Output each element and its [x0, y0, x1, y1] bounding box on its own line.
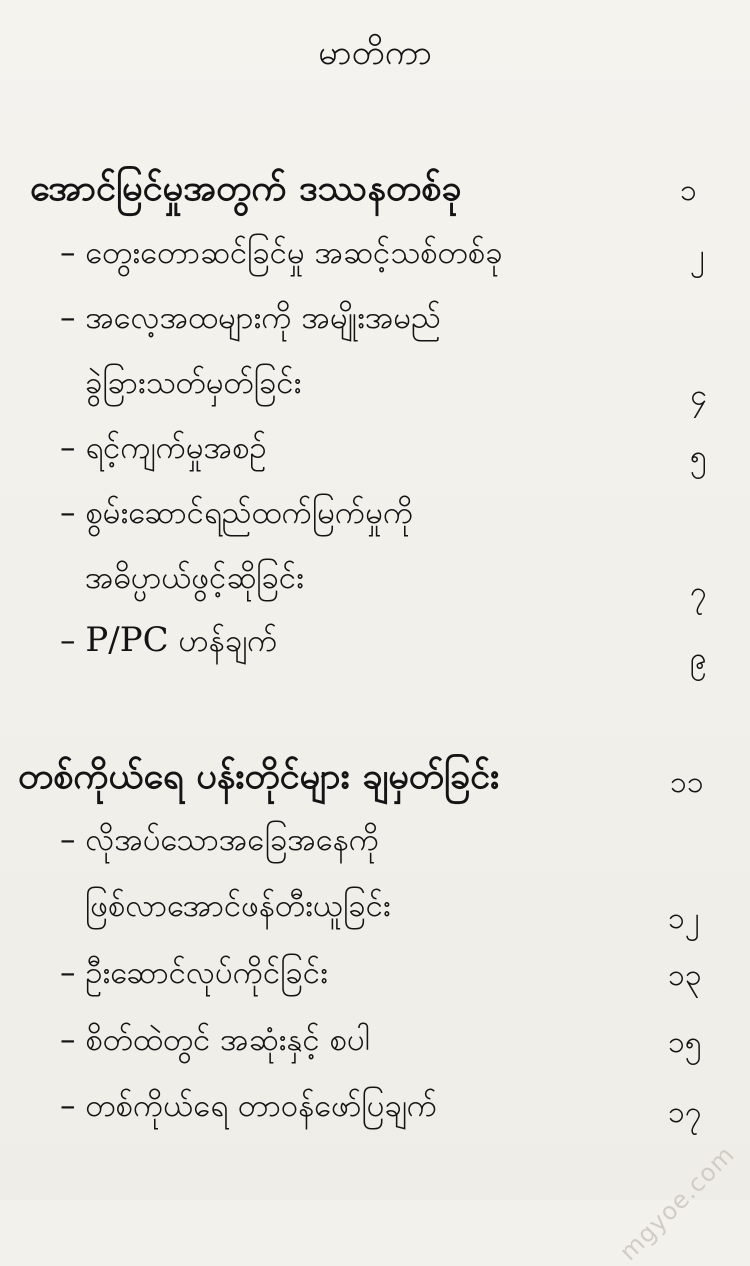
toc-entry: [0, 812, 750, 872]
toc-entry: [0, 612, 750, 676]
toc-page-number: ၁၁: [670, 765, 704, 800]
toc-page-number: ၁၅: [668, 1025, 702, 1060]
toc-entry-continuation: [0, 550, 750, 610]
page-title: မာတိကာ: [318, 33, 432, 73]
toc-page-number: ၉: [690, 641, 707, 676]
toc-entry-prefix: –: [60, 623, 86, 659]
toc-heading: [0, 748, 750, 808]
toc-page-number: ၁: [680, 173, 697, 208]
toc-entry-text: – ဦးဆောင်လုပ်ကိုင်ခြင်း: [60, 955, 328, 991]
toc-heading-text: တစ်ကိုယ်ရေ ပန်းတိုင်များ ချမှတ်ခြင်း: [18, 756, 500, 797]
watermark: mgyoe.com: [614, 1140, 740, 1266]
toc-entry-text: – တွေးတောဆင်ခြင်မှု အဆင့်သစ်တစ်ခု: [60, 235, 503, 271]
toc-page-number: ၅: [690, 439, 707, 474]
toc-entry: [0, 225, 750, 285]
toc-entry-text: – ရင့်ကျက်မှုအစဉ်: [60, 430, 267, 466]
toc-page-number: ၁၇: [668, 1095, 702, 1130]
toc-entry-continuation: [0, 355, 750, 415]
toc-entry-text: – လိုအပ်သောအခြေအနေကို: [60, 822, 380, 858]
toc-page-number: ၂: [690, 238, 705, 273]
toc-entry-text: – စွမ်းဆောင်ရည်ထက်မြက်မှုကို: [60, 495, 414, 531]
toc-entry-text: – တစ်ကိုယ်ရေ တာဝန်ဖော်ပြချက်: [60, 1088, 438, 1124]
toc-page-number: ၁၃: [668, 958, 702, 993]
toc-entry: [0, 485, 750, 545]
toc-entry-text: ခွဲခြားသတ်မှတ်ခြင်း: [85, 365, 302, 401]
toc-page-number: ၇: [690, 575, 707, 610]
toc-entry-text: – စိတ်ထဲတွင် အဆုံးနှင့် စပါ: [60, 1022, 371, 1058]
toc-entry-latin: P/PC: [85, 620, 169, 660]
toc-entry-continuation: [0, 878, 750, 938]
toc-page-number: ၁၂: [668, 901, 700, 936]
toc-entry: [0, 290, 750, 350]
toc-heading-text: အောင်မြင်မှုအတွက် ဒဿနတစ်ခု: [30, 168, 462, 209]
toc-entry-suffix: ဟန်ချက်: [178, 623, 278, 659]
toc-entry-text: – အလေ့အထများကို အမျိုးအမည်: [60, 300, 442, 336]
toc-entry: [0, 420, 750, 480]
toc-entry: [0, 1078, 750, 1138]
toc-page-number: ၄: [690, 378, 707, 413]
toc-entry: [0, 1012, 750, 1072]
toc-entry-text: [60, 620, 278, 667]
toc-entry-text: အဓိပ္ပာယ်ဖွင့်ဆိုခြင်း: [85, 560, 304, 596]
toc-entry-text: ဖြစ်လာအောင်ဖန်တီးယူခြင်း: [85, 888, 391, 924]
toc-entry: [0, 945, 750, 1005]
toc-heading: [0, 160, 750, 220]
